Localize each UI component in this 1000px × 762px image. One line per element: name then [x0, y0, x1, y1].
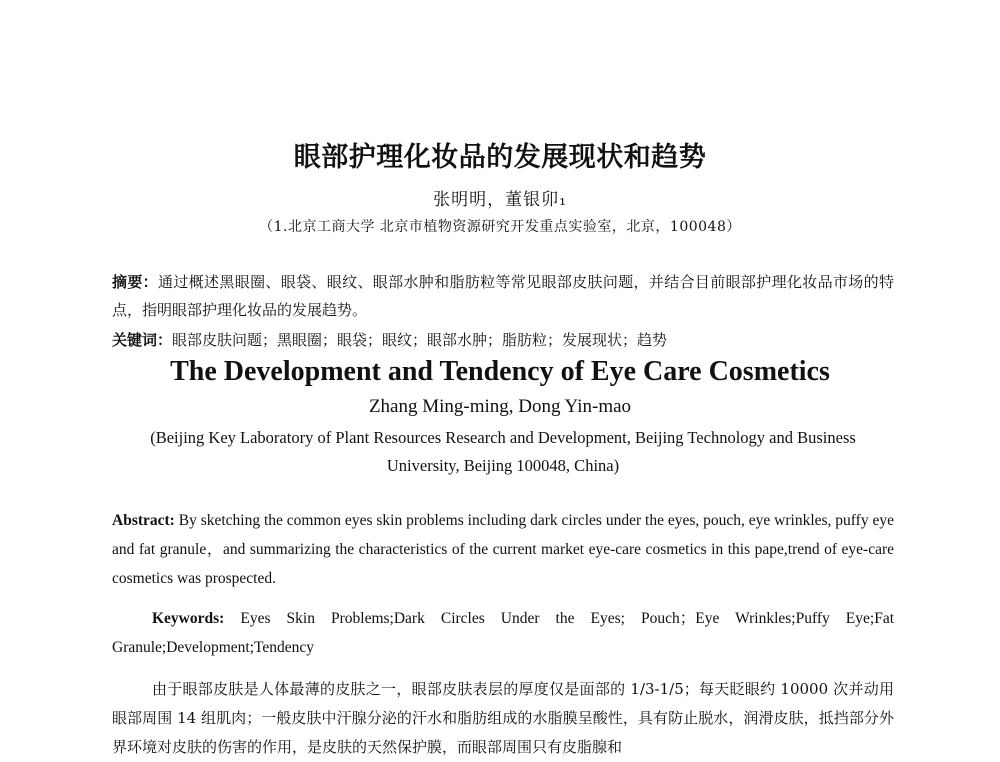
body-paragraph: 由于眼部皮肤是人体最薄的皮肤之一，眼部皮肤表层的厚度仅是面部的 1/3-1/5；每天眨眼约 10000 次并动用眼部周围 14 组肌肉；一般皮肤中汗腺分泌的汗水和脂肪组成的水脂膜呈酸性，具有防止脱水，润滑皮肤，抵挡部分外界环境对皮肤的伤害的作用，是皮肤的天然保护膜，而眼部周围只有皮脂腺和 [112, 680, 894, 756]
english-title: The Development and Tendency of Eye Care Cosmetics [170, 356, 830, 387]
english-keywords [112, 604, 894, 662]
chinese-keywords-text: 眼部皮肤问题；黑眼圈；眼袋；眼纹；眼部水肿；脂肪粒；发展现状；趋势 [172, 331, 668, 349]
chinese-abstract-text: 通过概述黑眼圈、眼袋、眼纹、眼部水肿和脂肪粒等常见眼部皮肤问题，并结合目前眼部护理化妆品市场的特点，指明眼部护理化妆品的发展趋势。 [112, 273, 894, 319]
chinese-affiliation: （1.北京工商大学 北京市植物资源研究开发重点实验室，北京，100048） [259, 219, 741, 235]
english-abstract [112, 506, 894, 593]
english-keywords-label: Keywords: [152, 610, 225, 627]
chinese-abstract-label: 摘要： [112, 273, 159, 291]
chinese-keywords-label: 关键词： [112, 331, 173, 349]
english-abstract-text: By sketching the common eyes skin problems including dark circles under the eyes, pouch, eye wrinkles, puffy eye and fat granule，and summarizing the characteristics of the current market eye-care cosmetics in this pape,trend of eye-care cosmetics was prospected. [112, 512, 894, 587]
chinese-abstract [112, 268, 894, 324]
english-keywords-text: Eyes Skin Problems;Dark Circles Under the Eyes; Pouch；Eye Wrinkles;Puffy Eye;Fat Granule;Development;Tendency [112, 610, 894, 656]
chinese-title: 眼部护理化妆品的发展现状和趋势 [293, 142, 707, 173]
chinese-authors: 张明明，董银卯₁ [433, 190, 567, 210]
english-authors: Zhang Ming-ming, Dong Yin-mao [368, 396, 632, 417]
english-affiliation: (Beijing Key Laboratory of Plant Resources Research and Development, Beijing Technology and Business University, Beijing 100048, China) [150, 428, 856, 475]
chinese-keywords [112, 326, 894, 354]
english-abstract-label: Abstract: [112, 512, 175, 529]
